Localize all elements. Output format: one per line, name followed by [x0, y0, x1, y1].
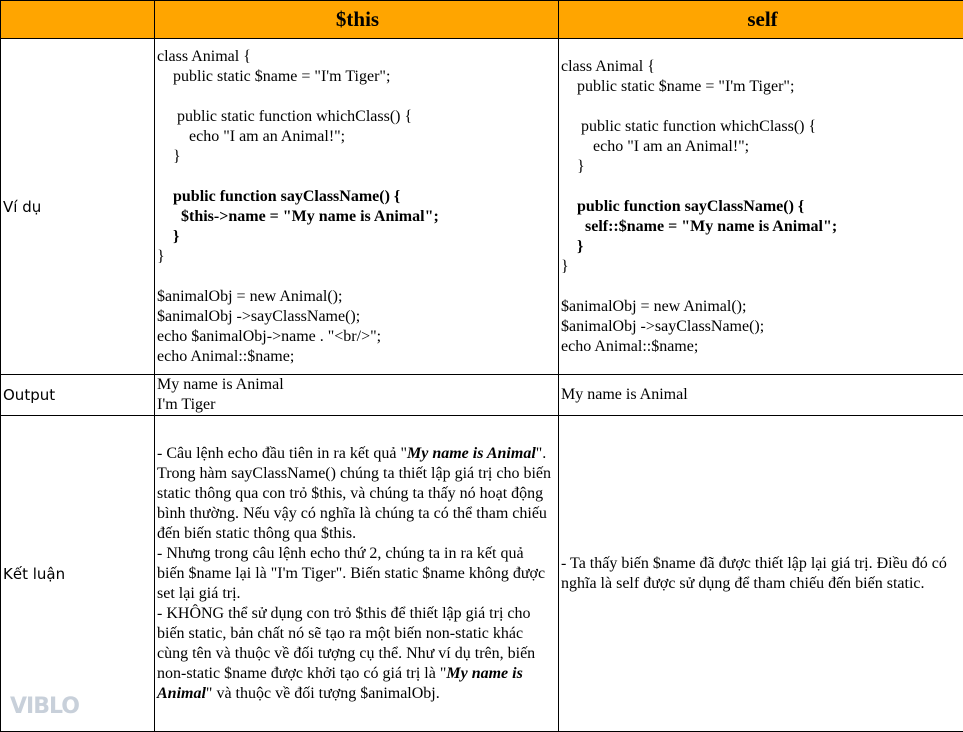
- code-line: class Animal {: [561, 57, 655, 75]
- code-line: [561, 277, 963, 297]
- code-line: public static $name = "I'm Tiger";: [561, 77, 795, 95]
- code-line-bold: }: [157, 227, 180, 245]
- code-line: public static function whichClass() {: [561, 117, 817, 135]
- conclusion-text: - KHÔNG thể sử dụng con trỏ $this để thiết lập giá trị cho biến static, bản chất nó sẽ tạo ra một biến non-static khác cùng tên và thuộc về đối tượng cụ thể. Như ví dụ trên, biến non-static $name được khởi tạo có giá trị là ": [157, 604, 536, 682]
- code-line-bold: }: [561, 237, 584, 255]
- output-line: My name is Animal: [157, 376, 284, 393]
- code-line: echo "I am an Animal!";: [157, 127, 346, 145]
- viblo-watermark-logo: VIBLO: [10, 694, 79, 719]
- conclusion-emphasis: My name is Animal: [157, 664, 523, 702]
- code-line: echo $animalObj->name . "<br/>";: [157, 327, 382, 345]
- code-line: $animalObj = new Animal();: [157, 287, 343, 305]
- code-line: class Animal {: [157, 47, 251, 65]
- header-this: $this: [155, 1, 559, 39]
- header-row: [1, 1, 963, 39]
- code-line: [157, 167, 558, 187]
- self-conclusion: - Ta thấy biến $name đã được thiết lập lại giá trị. Điều đó có nghĩa là self được sử dụng để tham chiếu đến biến static.: [559, 416, 963, 732]
- output-label: Output: [1, 375, 155, 416]
- conclusion-text: ". Trong hàm sayClassName() chúng ta thiết lập giá trị cho biến static thông qua con trỏ $this, và chúng ta thấy nó hoạt động bình thường. Nếu vậy có nghĩa là chúng ta có thể tham chiếu đến biến static thông qua $this.: [157, 444, 551, 542]
- self-output: My name is Animal: [559, 375, 963, 416]
- code-line: [157, 267, 558, 287]
- header-empty-cell: [1, 1, 155, 39]
- output-row: [1, 375, 963, 416]
- code-line-bold: public function sayClassName() {: [561, 197, 805, 215]
- code-line: }: [157, 147, 181, 165]
- example-row: [1, 39, 963, 375]
- code-line: echo Animal::$name;: [561, 337, 699, 355]
- conclusion-label: Kết luận: [1, 416, 155, 732]
- this-output: [155, 375, 559, 416]
- code-line: $animalObj = new Animal();: [561, 297, 747, 315]
- code-line: public static $name = "I'm Tiger";: [157, 67, 391, 85]
- this-code-block: [155, 39, 559, 375]
- conclusion-emphasis: My name is Animal: [407, 444, 536, 462]
- code-line: }: [157, 247, 165, 265]
- this-conclusion: [155, 416, 559, 732]
- code-line: [157, 87, 558, 107]
- code-line: [561, 177, 963, 197]
- example-label: Ví dụ: [1, 39, 155, 375]
- conclusion-paragraph-2: - Nhưng trong câu lệnh echo thứ 2, chúng ta in ra kết quả biến $name lại là "I'm Tiger". Biến static $name không được set lại giá trị.: [157, 544, 546, 602]
- code-line: echo "I am an Animal!";: [561, 137, 750, 155]
- code-line: $animalObj ->sayClassName();: [157, 307, 361, 325]
- code-line: [561, 97, 963, 117]
- conclusion-text: " và thuộc về đối tượng $animalObj.: [205, 684, 440, 702]
- code-line-bold: public function sayClassName() {: [157, 187, 401, 205]
- code-line: }: [561, 157, 585, 175]
- code-line-bold: self::$name = "My name is Animal";: [561, 217, 838, 235]
- conclusion-paragraph-3: [157, 604, 554, 704]
- self-code-block: [559, 39, 963, 375]
- header-self: self: [559, 1, 963, 39]
- code-line: public static function whichClass() {: [157, 107, 413, 125]
- conclusion-paragraph-1: [157, 444, 554, 544]
- code-line: $animalObj ->sayClassName();: [561, 317, 765, 335]
- code-line: }: [561, 257, 569, 275]
- code-line-bold: $this->name = "My name is Animal";: [157, 207, 439, 225]
- conclusion-row: [1, 416, 963, 732]
- output-line: I'm Tiger: [157, 396, 216, 413]
- conclusion-text: - Câu lệnh echo đầu tiên in ra kết quả ": [157, 444, 407, 462]
- code-line: echo Animal::$name;: [157, 347, 295, 365]
